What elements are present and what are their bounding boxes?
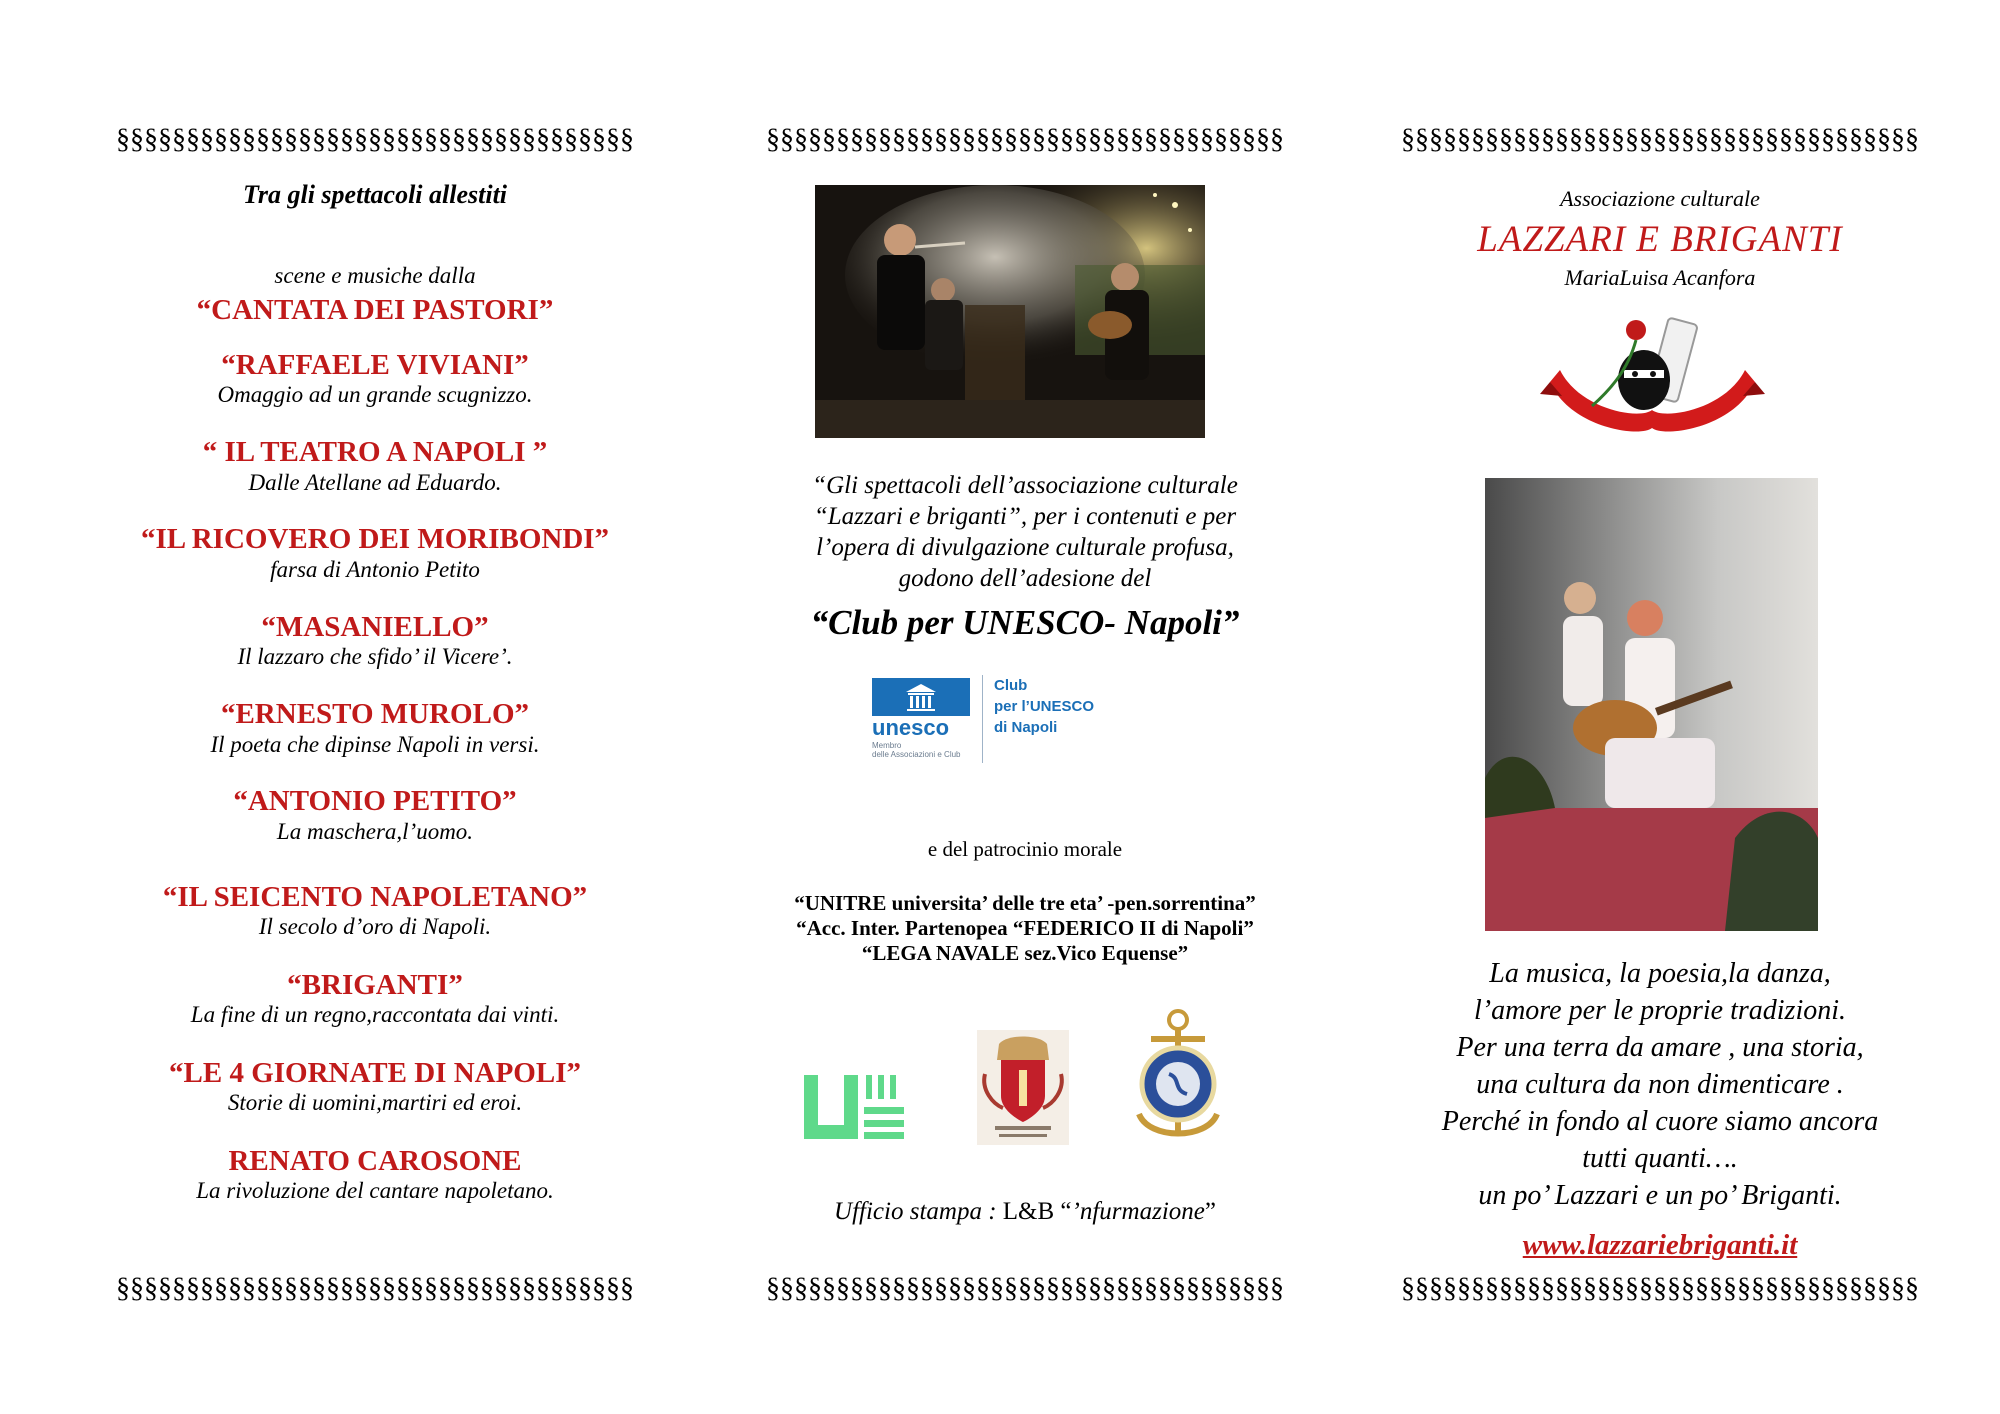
show-title: “LE 4 GIORNATE DI NAPOLI” xyxy=(169,1057,581,1089)
press-italic: ’nfurmazione xyxy=(1071,1198,1205,1225)
show-title: “IL RICOVERO DEI MORIBONDI” xyxy=(140,523,610,555)
top-separator: §§§§§§§§§§§§§§§§§§§§§§§§§§§§§§§§§§§§§ xyxy=(116,124,634,155)
unesco-sub: Membro xyxy=(872,741,902,750)
show-subtitle: La rivoluzione del cantare napoletano. xyxy=(196,1178,554,1203)
performance-photo xyxy=(1485,478,1818,931)
show-title: “CANTATA DEI PASTORI” xyxy=(196,294,554,326)
tagline-line: un po’ Lazzari e un po’ Briganti. xyxy=(1478,1180,1842,1211)
press-name: L&B “ xyxy=(1002,1198,1072,1225)
patron-line: “UNITRE universita’ delle tre eta’ -pen.sorrentina” xyxy=(794,891,1256,915)
show-subtitle: Omaggio ad un grande scugnizzo. xyxy=(217,382,533,407)
show-title: “ERNESTO MUROLO” xyxy=(220,698,530,730)
patron-line: “LEGA NAVALE sez.Vico Equense” xyxy=(861,941,1189,965)
show-subtitle: Il poeta che dipinse Napoli in versi. xyxy=(210,732,540,757)
bottom-separator: §§§§§§§§§§§§§§§§§§§§§§§§§§§§§§§§§§§§§ xyxy=(766,1273,1284,1304)
unesco-word: unesco xyxy=(872,715,950,740)
lega-navale-anchor-badge xyxy=(1129,1006,1227,1146)
right-panel xyxy=(1340,0,1980,1414)
show-subtitle: Il secolo d’oro di Napoli. xyxy=(258,914,492,939)
club-title: “Club per UNESCO- Napoli” xyxy=(810,603,1240,642)
unesco-club-logo xyxy=(872,675,1132,765)
lazzari-briganti-emblem xyxy=(1540,310,1765,450)
tagline-line: tutti quanti…. xyxy=(1582,1143,1738,1174)
website-link[interactable]: www.lazzariebriganti.it xyxy=(1522,1229,1798,1261)
press-close: ” xyxy=(1204,1198,1216,1225)
show-subtitle: Storie di uomini,martiri ed eroi. xyxy=(227,1090,523,1115)
shows-intro: scene e musiche dalla xyxy=(274,263,476,288)
show-title: “ IL TEATRO A NAPOLI ” xyxy=(202,436,548,468)
unesco-temple-icon xyxy=(872,678,970,716)
show-subtitle: farsa di Antonio Petito xyxy=(270,557,480,582)
assoc-label: Associazione culturale xyxy=(1560,186,1760,211)
bottom-separator: §§§§§§§§§§§§§§§§§§§§§§§§§§§§§§§§§§§§§ xyxy=(1401,1273,1919,1304)
center-panel xyxy=(710,0,1340,1414)
patronage-intro: e del patrocinio morale xyxy=(927,837,1123,861)
show-title: RENATO CAROSONE xyxy=(228,1145,522,1177)
logo-divider xyxy=(982,675,983,763)
show-subtitle: La fine di un regno,raccontata dai vinti. xyxy=(190,1002,560,1027)
assoc-name: LAZZARI E BRIGANTI xyxy=(1477,219,1843,260)
shows-heading: Tra gli spettacoli allestiti xyxy=(242,180,508,209)
press-office xyxy=(710,1197,1340,1227)
tagline-line: una cultura da non dimenticare . xyxy=(1476,1069,1844,1100)
quote-line: l’opera di divulgazione culturale profusa, xyxy=(816,534,1234,561)
show-subtitle: Dalle Atellane ad Eduardo. xyxy=(248,470,502,495)
person-name: MariaLuisa Acanfora xyxy=(1564,265,1756,290)
tagline-line: La musica, la poesia,la danza, xyxy=(1489,958,1831,989)
tagline-line: l’amore per le proprie tradizioni. xyxy=(1473,995,1846,1026)
show-title: “ANTONIO PETITO” xyxy=(233,785,517,817)
club-label-line: Club xyxy=(994,677,1028,694)
quote-line: “Lazzari e briganti”, per i contenuti e per xyxy=(813,503,1237,530)
tagline-line: Perché in fondo al cuore siamo ancora xyxy=(1441,1106,1879,1137)
show-title: “MASANIELLO” xyxy=(261,611,489,643)
unitre-logo xyxy=(802,1073,906,1143)
concert-photo xyxy=(815,185,1205,438)
unesco-sub: delle Associazioni e Club xyxy=(872,750,961,759)
show-subtitle: Il lazzaro che sfido’ il Vicere’. xyxy=(237,644,513,669)
show-title: “RAFFAELE VIVIANI” xyxy=(221,349,529,381)
press-label: Ufficio stampa : xyxy=(834,1198,997,1225)
top-separator: §§§§§§§§§§§§§§§§§§§§§§§§§§§§§§§§§§§§§ xyxy=(766,124,1284,155)
left-panel xyxy=(60,0,690,1414)
quote-line: godono dell’adesione del xyxy=(898,565,1152,592)
quote-line: “Gli spettacoli dell’associazione culturale xyxy=(812,472,1238,499)
show-title: “IL SEICENTO NAPOLETANO” xyxy=(162,881,588,913)
show-subtitle: La maschera,l’uomo. xyxy=(276,819,474,844)
tagline-line: Per una terra da amare , una storia, xyxy=(1456,1032,1864,1063)
show-title: “BRIGANTI” xyxy=(287,969,463,1001)
patron-line: “Acc. Inter. Partenopea “FEDERICO II di Napoli” xyxy=(796,916,1254,940)
top-separator: §§§§§§§§§§§§§§§§§§§§§§§§§§§§§§§§§§§§§ xyxy=(1401,124,1919,155)
club-label-line: di Napoli xyxy=(994,719,1058,736)
website-row xyxy=(1340,1228,1980,1262)
club-label xyxy=(994,675,1132,738)
federico-ii-academy-crest xyxy=(977,1030,1069,1145)
club-label-line: per l’UNESCO xyxy=(994,698,1095,715)
bottom-separator: §§§§§§§§§§§§§§§§§§§§§§§§§§§§§§§§§§§§§ xyxy=(116,1273,634,1304)
